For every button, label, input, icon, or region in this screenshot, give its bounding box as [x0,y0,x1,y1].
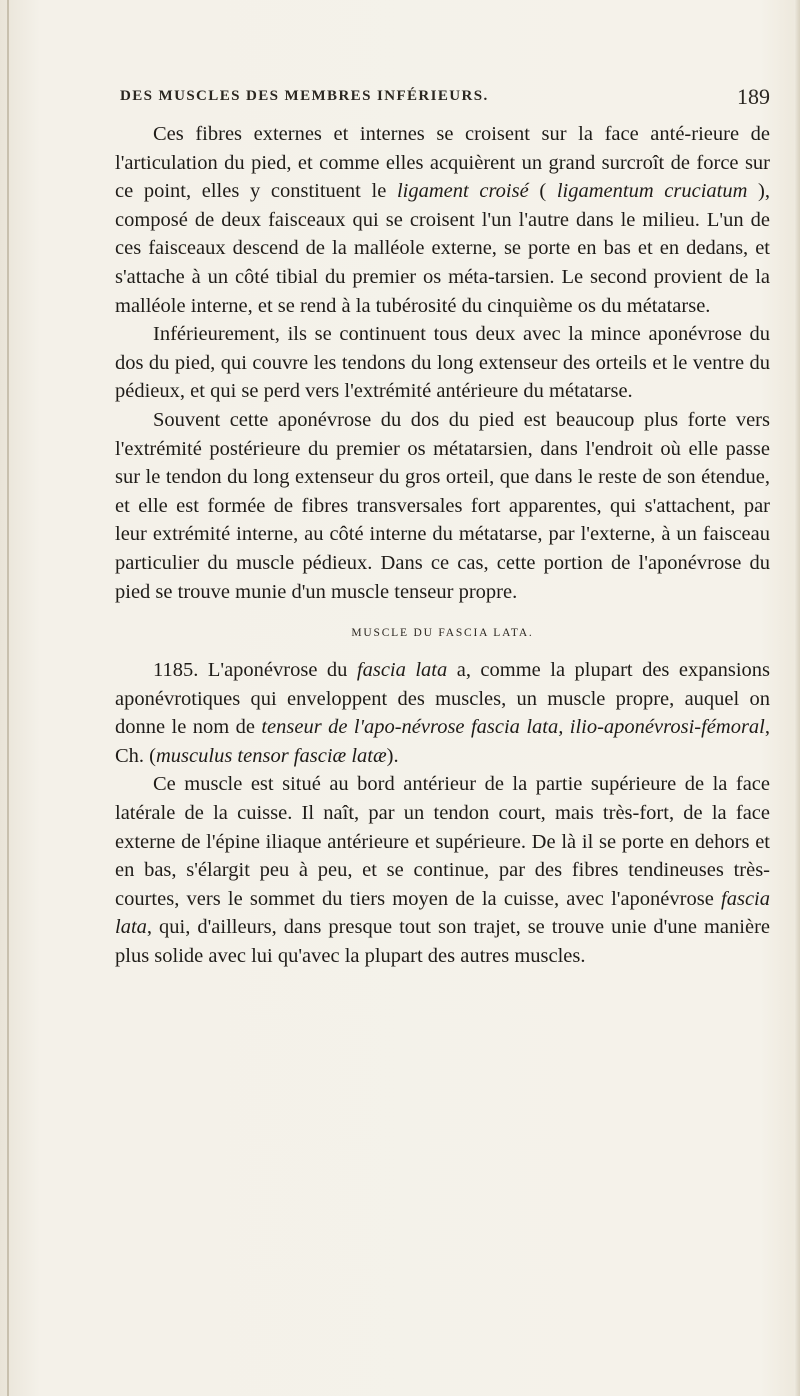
paragraph-muscle-tenseur: Souvent cette aponévrose du dos du pied est beaucoup plus forte vers l'extrémité postérieure du premier os métatarsien, dans l'endroit où elle passe sur le tendon du long extenseur du gros orteil, que dans le reste de son étendue, et elle est formée de fibres transversales fort apparentes, qui s'attachent, par leur extrémité interne, au côté interne du métatarse, par l'externe, à un faisceau particulier du muscle pédieux. Dans ce cas, cette portion de l'aponévrose du pied se trouve munie d'un muscle tenseur propre. [115,408,770,603]
page-header [120,84,770,114]
running-head: DES MUSCLES DES MEMBRES INFÉRIEURS. [120,88,489,104]
paragraph-situation-muscle: Ce muscle est situé au bord antérieur de la partie supérieure de la face latérale de la cuisse. Il naît, par un tendon court, mais très-fort, de la face externe de l'épine iliaque antérieure et supérieure. De là il se porte en dehors et en bas, s'élargit peu à peu, et se continue, par des fibres tendineuses très-courtes, vers le sommet du tiers moyen de la cuisse, avec l'aponévrose fascia lata, qui, d'ailleurs, dans presque tout son trajet, se trouve unie d'une manière plus solide avec lui qu'avec la plupart des autres muscles. [115,773,770,968]
page-number: 189 [737,84,770,109]
section-heading: MUSCLE DU FASCIA LATA. [351,627,534,640]
paragraph-1185: 1185. L'aponévrose du fascia lata a, comme la plupart des expansions aponévrotiques qui enveloppent des muscles, un muscle propre, auquel on donne le nom de tenseur de l'apo-névrose fascia lata, ilio-aponévrosi-fémoral, Ch. (musculus tensor fasciæ latæ). [115,659,770,767]
page-edge [794,0,800,1396]
paragraph-aponevrose-dos-pied: Inférieurement, ils se continuent tous deux avec la mince aponévrose du dos du pied, qui couvre les tendons du long extenseur des orteils et le ventre du pédieux, et qui se perd vers l'extrémité antérieure du métatarse. [115,323,770,403]
binding-gutter [7,0,9,1396]
body-text [115,120,770,971]
paragraph-ligament-croise: Ces fibres externes et internes se croisent sur la face anté-rieure de l'articulation du pied, et comme elles acquièrent un grand surcroît de force sur ce point, elles y constituent le ligament croisé ( ligamentum cruciatum ), composé de deux faisceaux qui se croisent l'un l'autre dans le milieu. L'un de ces faisceaux descend de la malléole externe, se porte en bas et en dedans, et s'attache à un côté tibial du premier os méta-tarsien. Le second provient de la malléole interne, et se rend à la tubérosité du cinquième os du métatarse. [115,123,771,317]
